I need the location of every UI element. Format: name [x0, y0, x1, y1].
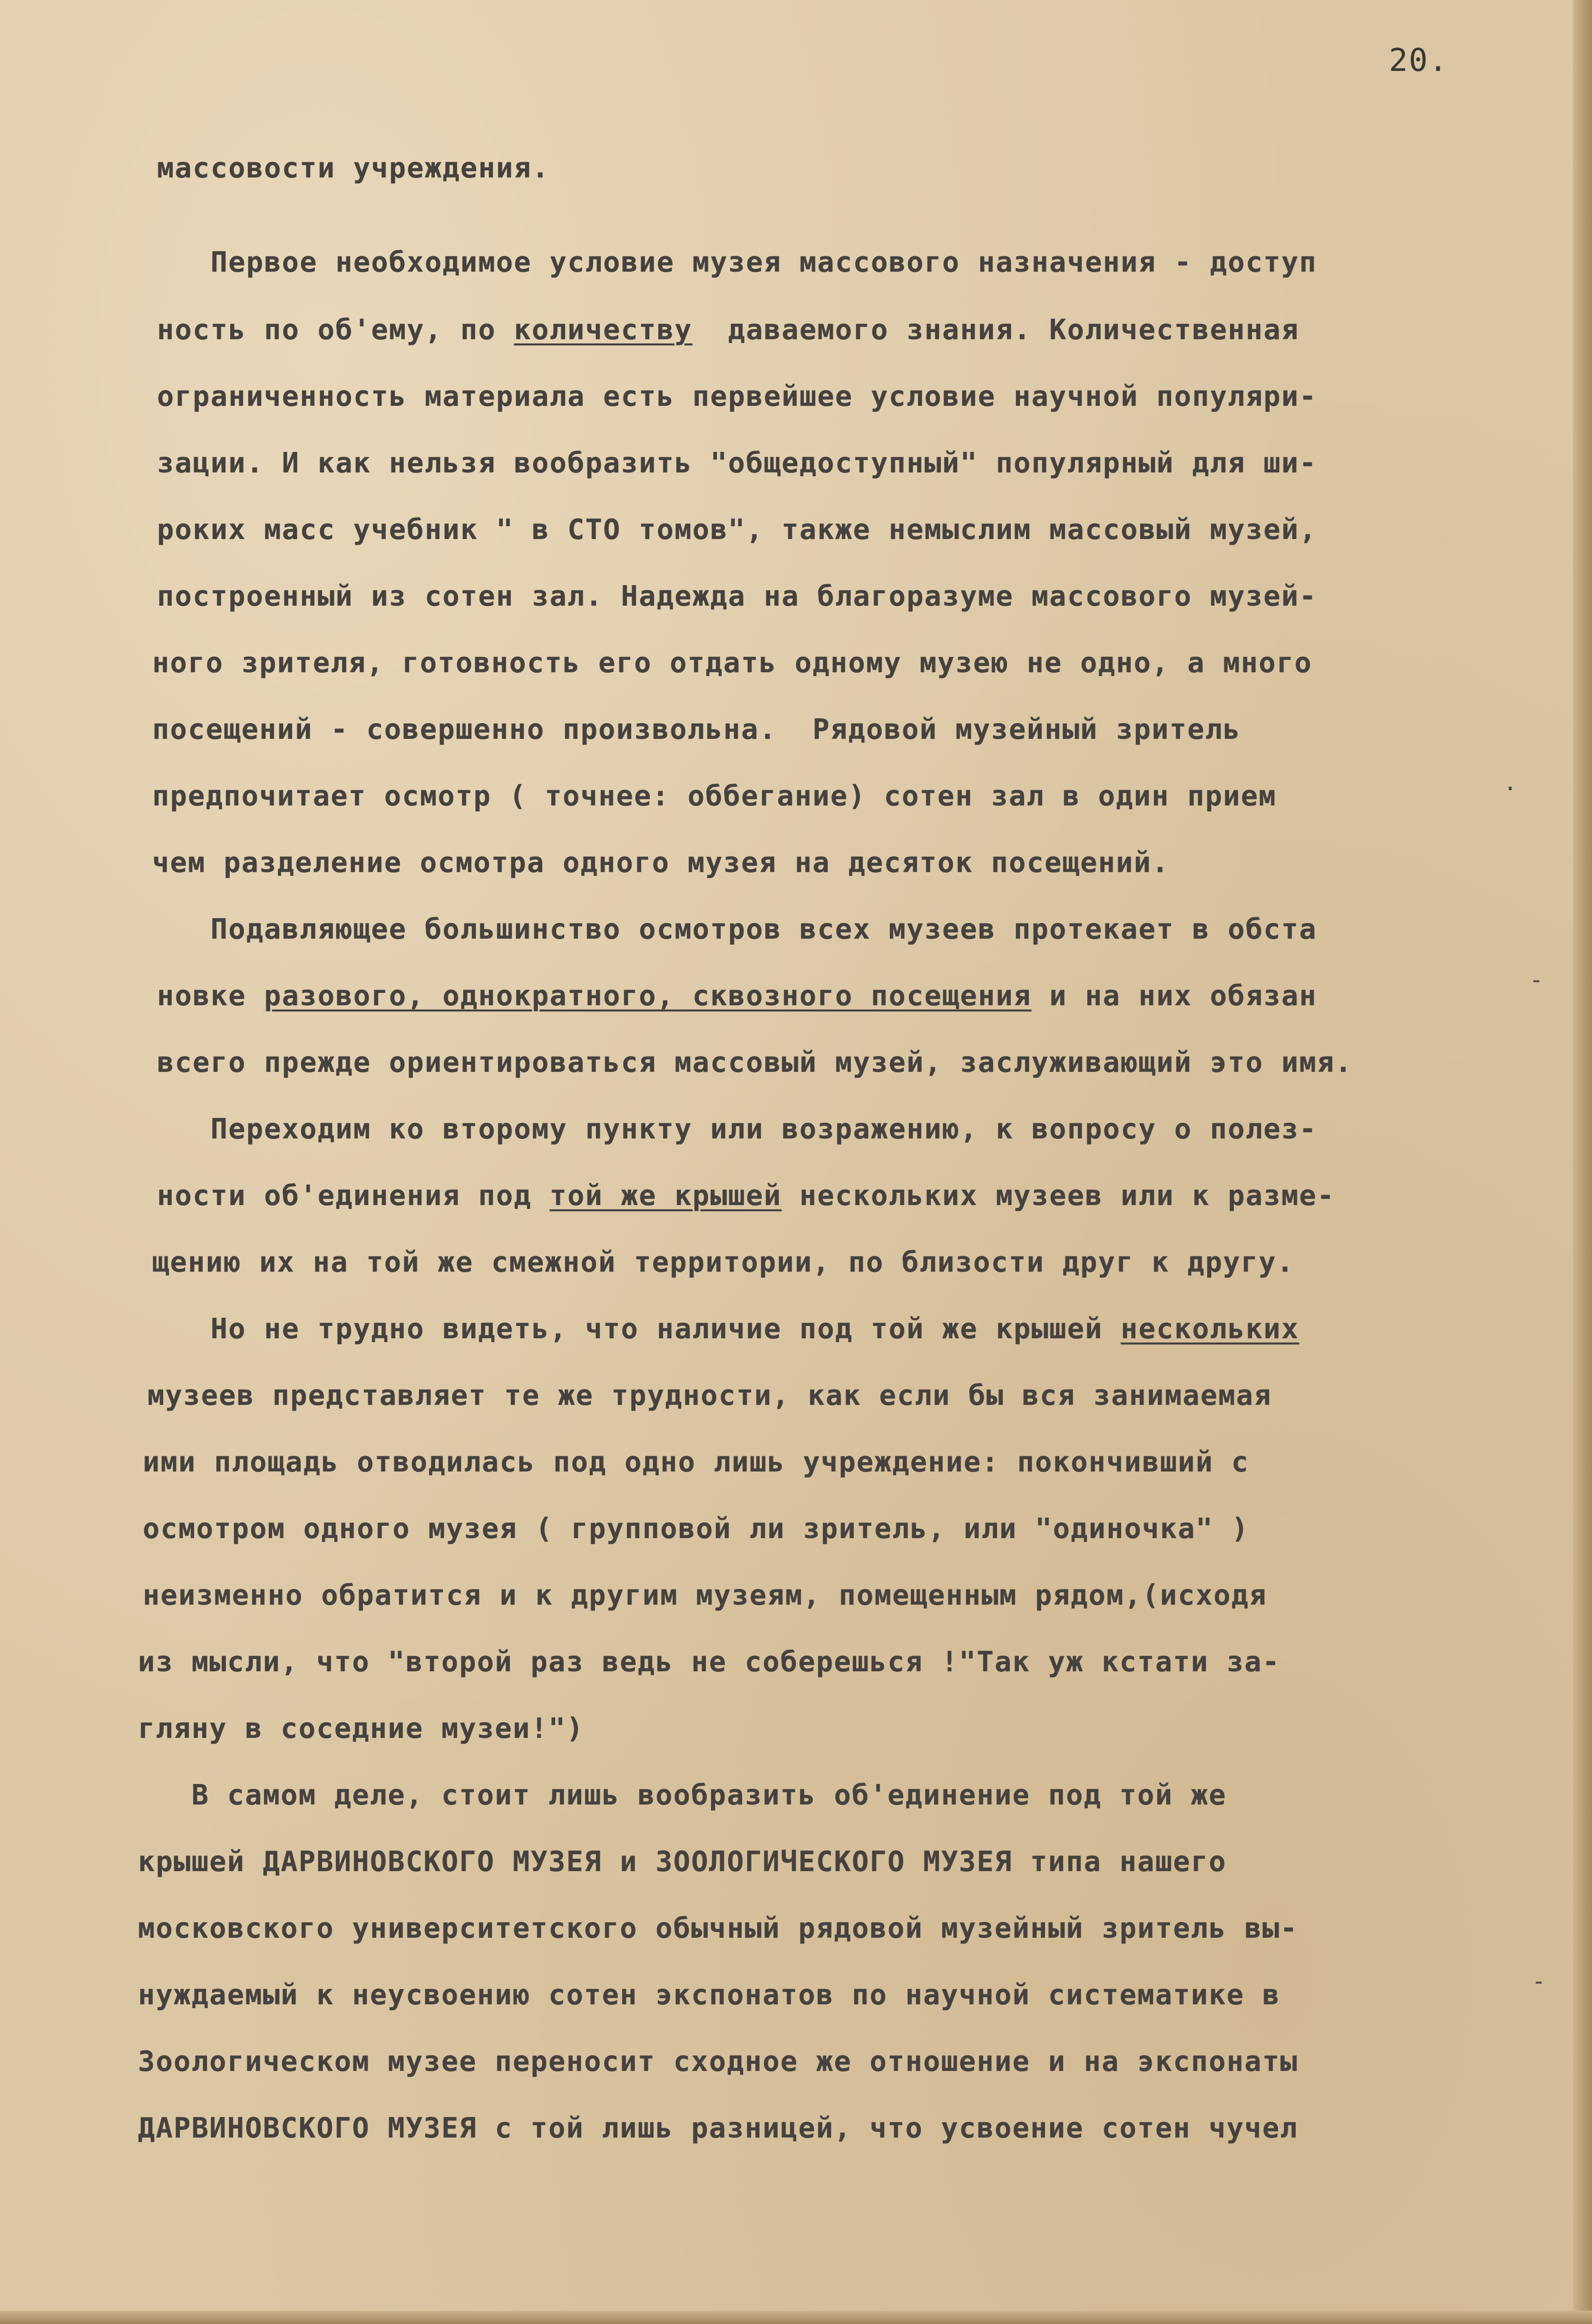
text-segment: В самом деле, стоит лишь вообразить об'единение под той же	[138, 1778, 1227, 1811]
margin-mark: .	[1503, 768, 1518, 796]
text-segment: даваемого знания. Количественная	[692, 313, 1299, 346]
text-line	[138, 2111, 1298, 2144]
text-segment: чем разделение осмотра одного музея на десяток посещений.	[152, 846, 1170, 879]
page-right-edge	[1573, 0, 1592, 2324]
text-line	[138, 1845, 1227, 1878]
text-segment: щению их на той же смежной территории, по близости друг к другу.	[152, 1245, 1295, 1278]
text-segment: Переходим ко второму пункту или возражению, к вопросу о полез-	[157, 1112, 1317, 1145]
text-segment: зации. И как нельзя вообразить "общедоступный" популярный для ши-	[157, 446, 1317, 479]
text-line	[138, 1712, 585, 1745]
text-line	[157, 1046, 1353, 1079]
text-segment: ДАРВИНОВСКОГО МУЗЕЯ с той лишь разницей, что усвоение сотен чучел	[138, 2111, 1298, 2144]
text-line	[157, 245, 1317, 278]
text-line	[157, 1314, 1299, 1343]
text-line	[152, 1245, 1295, 1278]
margin-mark: -	[1529, 966, 1544, 993]
text-line	[143, 1581, 1267, 1609]
text-line	[143, 1445, 1250, 1478]
text-segment: неизменно обратится и к другим музеям, помещенным рядом,(исходя	[143, 1579, 1267, 1611]
text-segment: и на них обязан	[1031, 979, 1317, 1012]
text-segment: крышей ДАРВИНОВСКОГО МУЗЕЯ и ЗООЛОГИЧЕСКОГО МУЗЕЯ типа нашего	[138, 1845, 1227, 1878]
text-segment: массовости учреждения.	[157, 151, 550, 184]
text-line	[157, 446, 1317, 479]
text-segment: Подавляющее большинство осмотров всех музеев протекает в обста	[157, 912, 1317, 945]
margin-mark: -	[1532, 1967, 1546, 1995]
text-segment: нуждаемый к неусвоению сотен экспонатов по научной систематике в	[138, 1978, 1280, 2011]
text-segment: ного зрителя, готовность его отдать одному музею не одно, а много	[152, 646, 1312, 679]
text-segment: из мысли, что "второй раз ведь не соберешься !"Так уж кстати за-	[138, 1645, 1280, 1678]
page-bottom-edge	[0, 2311, 1592, 2324]
text-line	[152, 779, 1277, 812]
text-segment: Первое необходимое условие музея массового назначения - доступ	[157, 245, 1317, 278]
text-segment: Но не трудно видеть, что наличие под той же крышей	[157, 1312, 1121, 1345]
text-segment: ими площадь отводилась под одно лишь учреждение: покончивший с	[143, 1445, 1250, 1478]
text-segment: ности об'единения под	[157, 1179, 550, 1212]
text-line	[147, 1379, 1272, 1412]
text-segment: гляну в соседние музеи!")	[138, 1712, 585, 1745]
text-line	[157, 313, 1299, 346]
text-line	[143, 1512, 1250, 1545]
underlined-phrase: той же крышей	[549, 1179, 782, 1212]
text-segment: предпочитает осмотр ( точнее: оббегание) сотен зал в один прием	[152, 779, 1277, 812]
text-line	[138, 2045, 1298, 2078]
text-line	[152, 846, 1170, 879]
text-segment: музеев представляет те же трудности, как если бы вся занимаемая	[147, 1379, 1272, 1412]
underlined-phrase: количеству	[514, 313, 693, 346]
text-line	[157, 981, 1317, 1010]
text-line	[138, 1778, 1227, 1811]
text-line	[138, 1647, 1280, 1676]
underlined-phrase: нескольких	[1121, 1312, 1299, 1345]
underlined-phrase: разового, однократного, сквозного посещения	[264, 979, 1032, 1012]
text-line	[138, 1914, 1298, 1942]
text-line	[157, 151, 550, 184]
text-segment: построенный из сотен зал. Надежда на благоразуме массового музей-	[157, 579, 1317, 612]
text-line	[157, 1112, 1317, 1145]
page-number: 20.	[1389, 42, 1449, 78]
text-line	[152, 715, 1241, 743]
text-segment: Зоологическом музее переносит сходное же отношение и на экспонаты	[138, 2045, 1298, 2078]
text-line	[157, 912, 1317, 945]
text-line	[157, 382, 1317, 410]
text-line	[152, 648, 1312, 677]
text-segment: московского университетского обычный рядовой музейный зритель вы-	[138, 1912, 1298, 1944]
text-line	[157, 513, 1317, 546]
text-line	[157, 579, 1317, 612]
text-segment: посещений - совершенно произвольна. Рядовой музейный зритель	[152, 713, 1241, 745]
text-segment: всего прежде ориентироваться массовый музей, заслуживающий это имя.	[157, 1046, 1353, 1079]
text-segment: новке	[157, 979, 264, 1012]
text-line	[157, 1179, 1335, 1212]
text-line	[138, 1978, 1280, 2011]
text-segment: ность по об'ему, по	[157, 313, 514, 346]
text-segment: нескольких музеев или к разме-	[781, 1179, 1335, 1212]
text-segment: роких масс учебник " в СТО томов", также немыслим массовый музей,	[157, 513, 1317, 546]
text-segment: осмотром одного музея ( групповой ли зритель, или "одиночка" )	[143, 1512, 1250, 1545]
text-segment: ограниченность материала есть первейшее условие научной популяри-	[157, 380, 1317, 412]
